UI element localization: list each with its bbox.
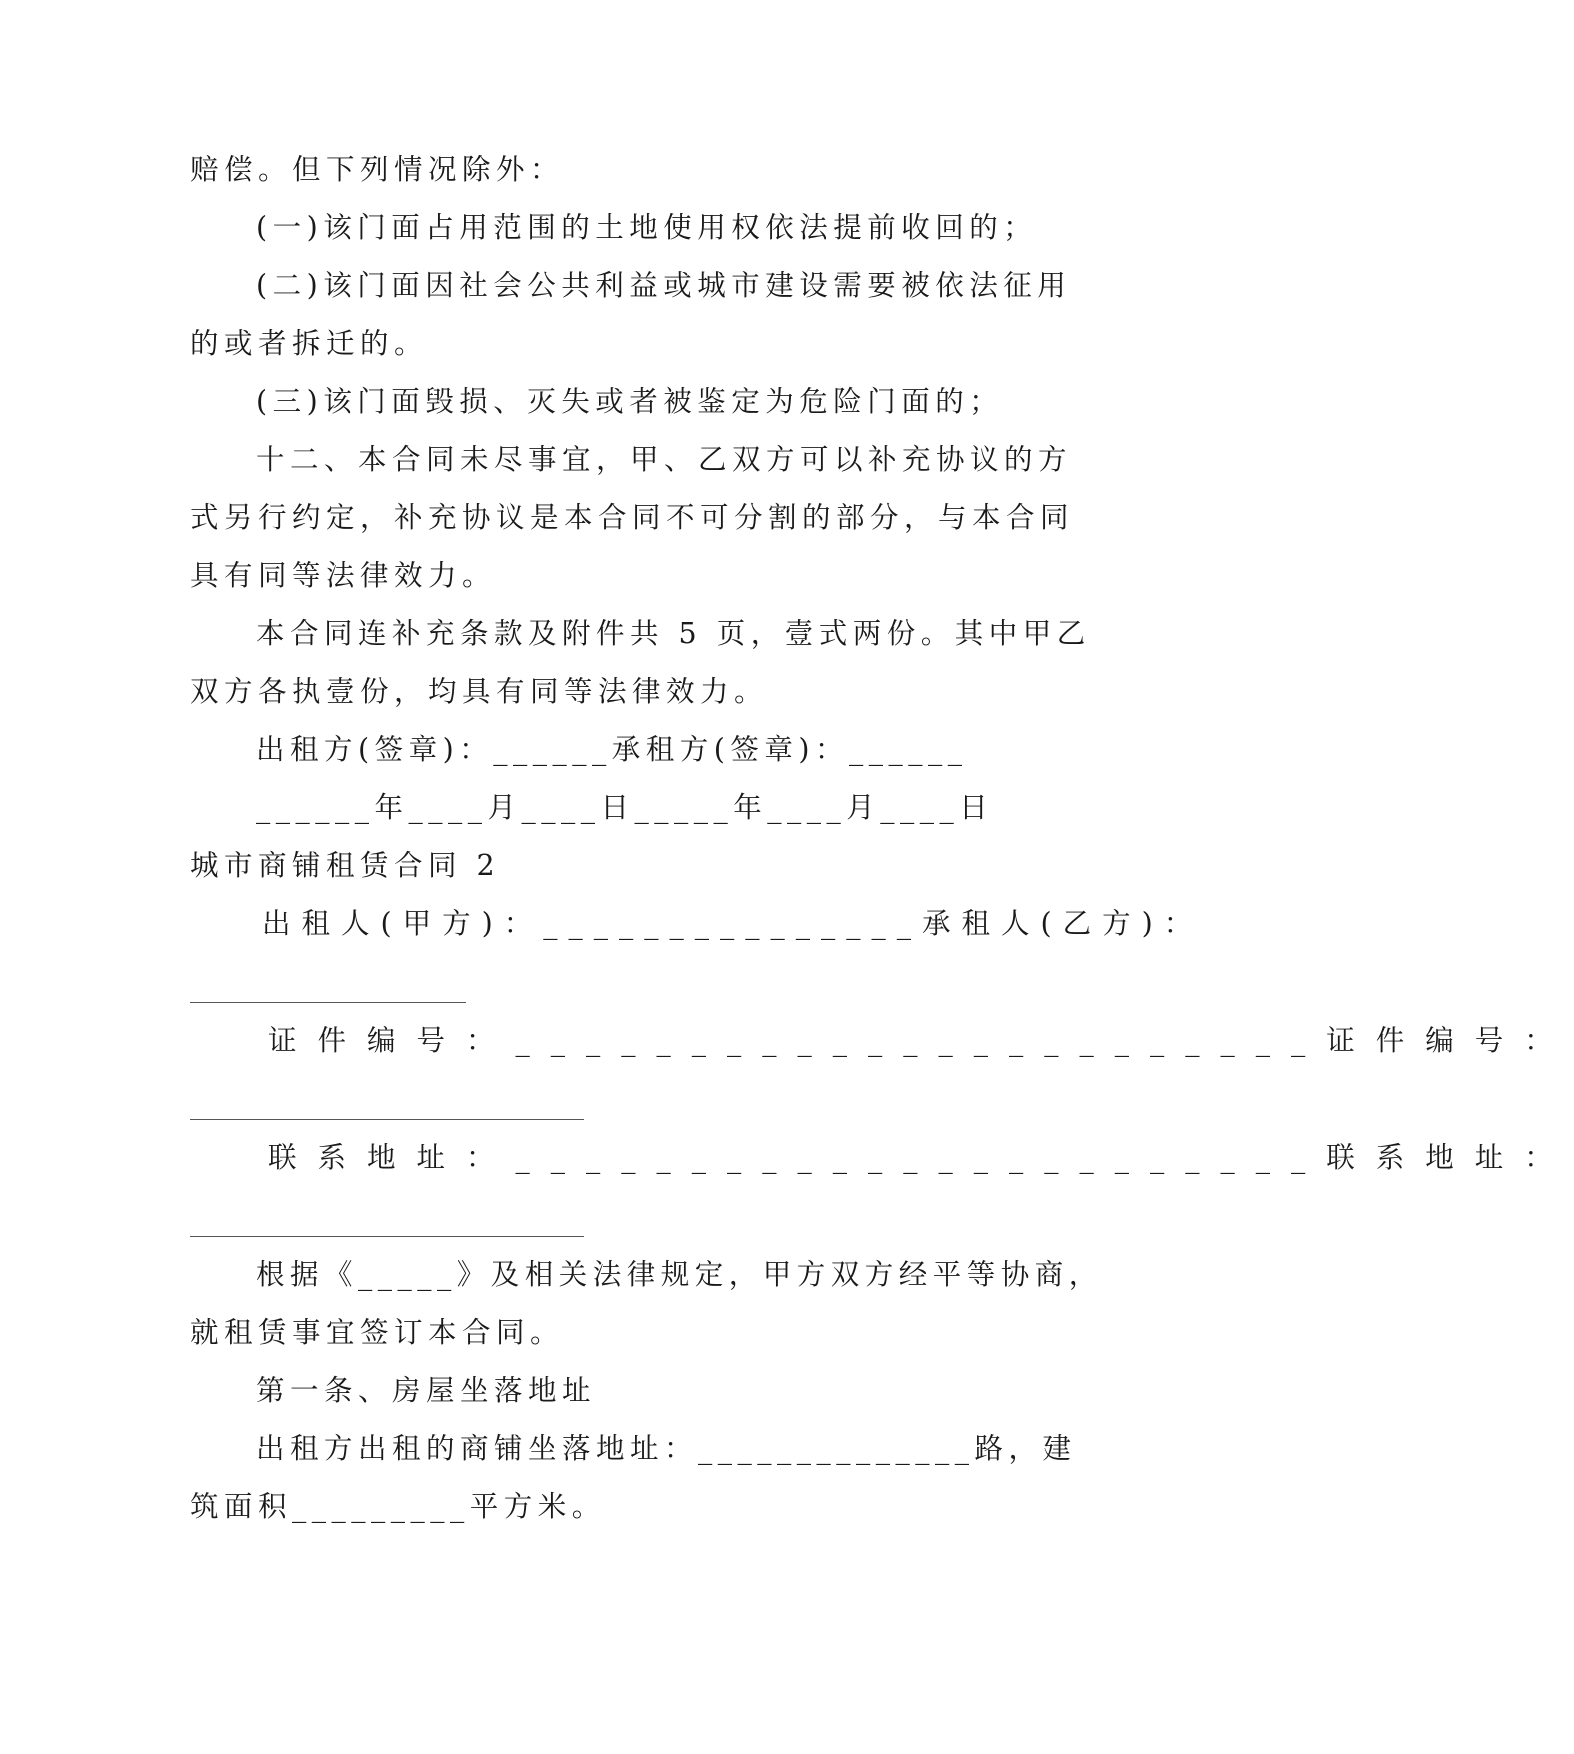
preamble-paragraph: 根据《_____》及相关法律规定，甲方双方经平等协商， [256,1258,1103,1291]
clause-item-3: (三)该门面毁损、灭失或者被鉴定为危险门面的； [256,385,1004,418]
paragraph-line: 就租赁事宜签订本合同。 [190,1316,565,1349]
clause-item-1: (一)该门面占用范围的土地使用权依法提前收回的； [256,211,1038,244]
article-1-heading: 第一条、房屋坐落地址 [256,1374,597,1407]
paragraph-line: 双方各执壹份，均具有同等法律效力。 [190,675,769,708]
paragraph-line: 赔偿。但下列情况除外： [190,153,565,186]
paragraph-line: 筑面积_________平方米。 [190,1490,606,1523]
lessor-field: 出租人(甲方)：_______________承租人(乙方)： [262,907,1204,940]
signature-line: 出租方(签章)：______承租方(签章)：______ [256,733,968,766]
location-paragraph: 出租方出租的商铺坐落地址：______________路，建 [256,1432,1077,1465]
copies-paragraph: 本合同连补充条款及附件共 5 页，壹式两份。其中甲乙 [256,617,1091,650]
paragraph-line: 的或者拆迁的。 [190,327,429,360]
blank-underline [190,1119,584,1120]
date-line: ______年____月____日_____年____月____日 [256,791,994,824]
id-number-field: 证件编号：_______________________证件编号： [268,1024,1574,1057]
blank-underline [190,1236,584,1237]
paragraph-line: 具有同等法律效力。 [190,559,497,592]
clause-item-2: (二)该门面因社会公共利益或城市建设需要被依法征用 [256,269,1072,302]
blank-underline [190,1002,466,1003]
address-field: 联系地址：_______________________联系地址： [268,1141,1574,1174]
paragraph-line: 式另行约定，补充协议是本合同不可分割的部分，与本合同 [190,501,1075,534]
section-title: 城市商铺租赁合同 2 [190,849,501,882]
article-12: 十二、本合同未尽事宜，甲、乙双方可以补充协议的方 [256,443,1073,476]
